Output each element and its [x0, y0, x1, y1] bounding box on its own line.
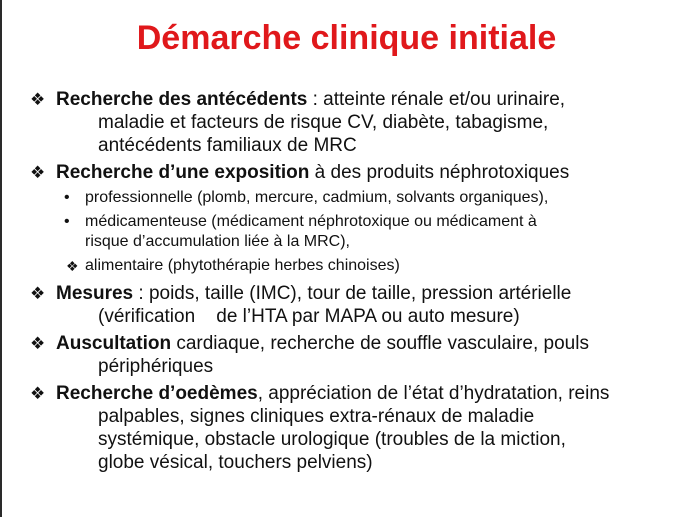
- list-item-mesures: [30, 282, 685, 328]
- sub-item-medicamenteuse: [30, 212, 685, 252]
- sub-item-professionnelle: [30, 188, 685, 208]
- slide-title: Démarche clinique initiale: [136, 19, 557, 57]
- item-text: , appréciation de l’état d’hydratation, reins: [257, 383, 610, 404]
- diamond-bullet-icon: ❖: [30, 90, 46, 109]
- item-continuation: palpables, signes cliniques extra-rénaux de maladie: [98, 406, 535, 427]
- item-heading: Recherche d’une exposition: [56, 162, 310, 183]
- sub-item-text: professionnelle (plomb, mercure, cadmium, solvants organiques),: [85, 189, 549, 206]
- dot-bullet-icon: •: [64, 213, 70, 230]
- item-heading: Recherche d’oedèmes: [56, 383, 258, 404]
- list-item-antecedents: [30, 88, 685, 157]
- item-text: : poids, taille (IMC), tour de taille, pression artérielle: [133, 283, 572, 304]
- item-text: : atteinte rénale et/ou urinaire,: [307, 89, 566, 110]
- item-continuation: maladie et facteurs de risque CV, diabète, tabagisme,: [98, 112, 549, 133]
- diamond-bullet-icon: ❖: [30, 163, 46, 182]
- item-heading: Auscultation: [56, 333, 172, 354]
- sub-item-text: alimentaire (phytothérapie herbes chinoises): [85, 257, 400, 274]
- dot-bullet-icon: •: [64, 189, 70, 206]
- list-item-oedemes: [30, 382, 685, 474]
- diamond-bullet-icon: ❖: [30, 384, 46, 403]
- item-continuation: périphériques: [98, 356, 214, 377]
- item-heading: Recherche des antécédents: [56, 89, 308, 110]
- diamond-bullet-icon: ❖: [66, 258, 79, 274]
- diamond-bullet-icon: ❖: [30, 334, 46, 353]
- slide-content: [30, 88, 685, 478]
- item-text: cardiaque, recherche de souffle vasculaire, pouls: [171, 333, 589, 354]
- list-item-exposition: [30, 161, 685, 184]
- item-text: à des produits néphrotoxiques: [309, 162, 570, 183]
- item-continuation: globe vésical, touchers pelviens): [98, 452, 373, 473]
- item-continuation: antécédents familiaux de MRC: [98, 135, 357, 156]
- sub-item-text: médicamenteuse (médicament néphrotoxique ou médicament à: [85, 213, 537, 230]
- sub-item-continuation: risque d’accumulation liée à la MRC),: [85, 233, 350, 250]
- item-continuation: systémique, obstacle urologique (troubles de la miction,: [98, 429, 566, 450]
- sub-item-alimentaire: [30, 256, 685, 276]
- item-continuation: (vérification de l’HTA par MAPA ou auto mesure): [98, 306, 520, 327]
- list-item-auscultation: [30, 332, 685, 378]
- item-heading: Mesures: [56, 283, 134, 304]
- diamond-bullet-icon: ❖: [30, 284, 46, 303]
